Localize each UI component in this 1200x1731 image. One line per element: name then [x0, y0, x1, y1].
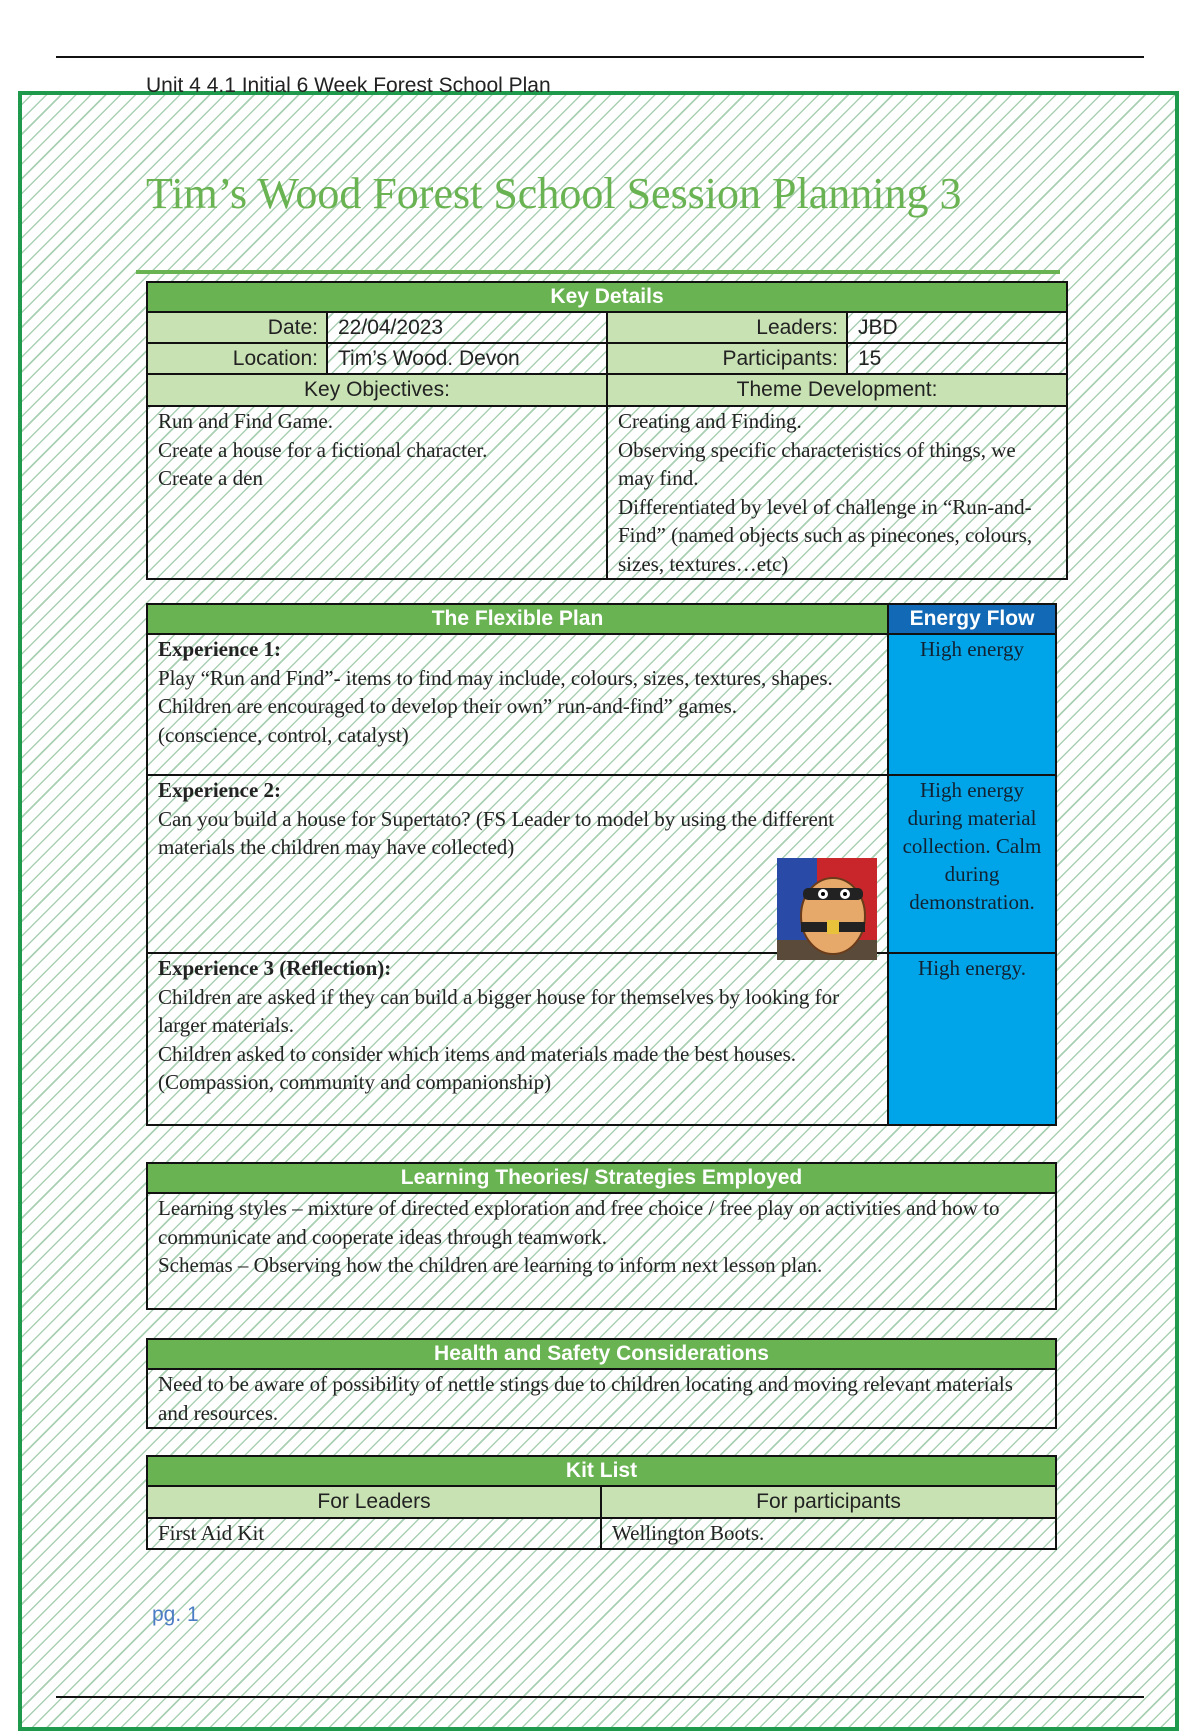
objective-item: Create a house for a fictional character.	[158, 437, 488, 462]
learning-heading: Learning Theories/ Strategies Employed	[147, 1163, 1056, 1193]
theme-cell	[607, 406, 1067, 579]
experience-line: Can you build a house for Supertato? (FS Leader to model by using the different materials the children may have collected)	[158, 806, 835, 859]
theme-item: Creating and Finding.	[618, 409, 802, 433]
title-underline	[136, 270, 1060, 274]
leaders-label: Leaders:	[607, 312, 847, 343]
learning-table	[146, 1162, 1057, 1310]
key-details-table	[146, 281, 1068, 580]
page-number: pg. 1	[152, 1603, 199, 1626]
objective-item: Run and Find Game.	[158, 409, 333, 433]
experience-line: (Compassion, community and companionship)	[158, 1070, 552, 1094]
key-details-heading: Key Details	[147, 282, 1067, 312]
kit-leaders-heading: For Leaders	[147, 1486, 601, 1518]
date-value: 22/04/2023	[327, 312, 607, 343]
learning-cell	[147, 1193, 1056, 1309]
energy-cell-1: High energy	[888, 634, 1056, 775]
flexible-plan-heading: The Flexible Plan	[147, 604, 888, 634]
flexible-plan-table	[146, 603, 1057, 1126]
objectives-cell	[147, 406, 607, 579]
date-label: Date:	[147, 312, 327, 343]
learning-line: Learning styles – mixture of directed exploration and free choice / free play on activities and how to communicate and cooperate ideas through teamwork.	[158, 1196, 1000, 1249]
participants-label: Participants:	[607, 343, 847, 374]
experience-title: Experience 3 (Reflection):	[158, 956, 392, 980]
kit-list-heading: Kit List	[147, 1456, 1056, 1486]
location-value: Tim’s Wood. Devon	[327, 343, 607, 374]
experience-line: (conscience, control, catalyst)	[158, 722, 409, 747]
experience-line: Children are asked if they can build a bigger house for themselves by looking for larger materials.	[158, 984, 840, 1037]
objective-item: Create a den	[158, 466, 263, 490]
theme-heading: Theme Development:	[607, 374, 1067, 406]
experience-line: Children are encouraged to develop their own” run-and-find” games.	[158, 694, 738, 718]
experience-title: Experience 1:	[158, 637, 282, 661]
energy-cell-2: High energy during material collection. Calm during demonstration.	[888, 775, 1056, 953]
theme-item: Differentiated by level of challenge in “Run-and-Find” (named objects such as pinecones, colours, sizes, textures…etc)	[618, 494, 1033, 576]
experience-line: Children asked to consider which items and materials made the best houses.	[158, 1041, 797, 1066]
energy-cell-3: High energy.	[888, 953, 1056, 1125]
experience-line: Play “Run and Find”- items to find may include, colours, sizes, textures, shapes.	[158, 665, 833, 690]
footer-rule	[56, 1696, 1144, 1698]
experience-title: Experience 2:	[158, 778, 282, 802]
kit-participants-heading: For participants	[601, 1486, 1056, 1518]
experience-3-cell	[147, 953, 888, 1125]
location-label: Location:	[147, 343, 327, 374]
energy-flow-heading: Energy Flow	[888, 604, 1056, 634]
document-header: Unit 4 4.1 Initial 6 Week Forest School Plan	[146, 74, 551, 97]
supertato-image	[777, 858, 877, 960]
kit-list-table	[146, 1455, 1057, 1550]
header-rule	[56, 56, 1144, 58]
participants-value: 15	[847, 343, 1067, 374]
page-title: Tim’s Wood Forest School Session Planning 3	[146, 169, 962, 218]
leaders-value: JBD	[847, 312, 1067, 343]
kit-leaders-item: First Aid Kit	[147, 1518, 601, 1549]
health-safety-table	[146, 1338, 1057, 1429]
objectives-heading: Key Objectives:	[147, 374, 607, 406]
theme-item: Observing specific characteristics of things, we may find.	[618, 437, 1016, 490]
health-safety-heading: Health and Safety Considerations	[147, 1339, 1056, 1369]
kit-participants-item: Wellington Boots.	[601, 1518, 1056, 1549]
health-safety-text: Need to be aware of possibility of nettle stings due to children locating and moving relevant materials and resources.	[147, 1369, 1056, 1428]
experience-1-cell	[147, 634, 888, 775]
learning-line: Schemas – Observing how the children are learning to inform next lesson plan.	[158, 1253, 823, 1277]
